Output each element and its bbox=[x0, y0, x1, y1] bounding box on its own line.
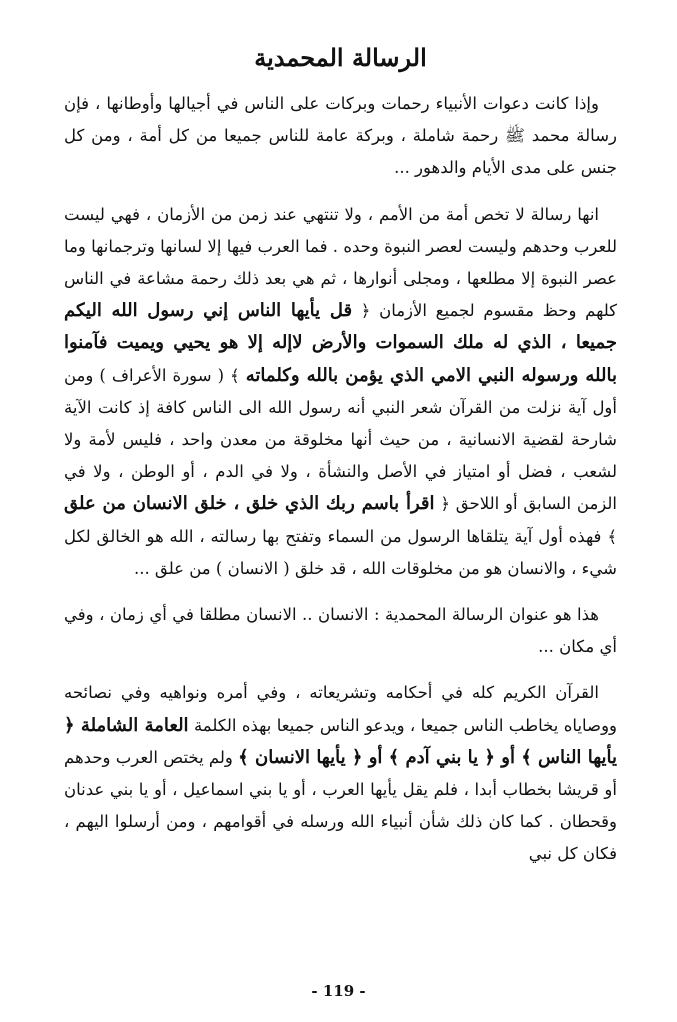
paragraph-3: هذا هو عنوان الرسالة المحمدية : الانسان .. الانسان مطلقا في أي زمان ، وفي أي مكان ... bbox=[64, 605, 617, 657]
paragraph-2-text-3: ﴾ فهذه أول آية يتلقاها الرسول من السماء وتفتح بها رسالته ، الله هو الخالق لكل شيء ، والانسان هو من مخلوقات الله ، قد خلق ( الانسان ) من علق ... bbox=[64, 526, 617, 578]
paragraph-2-text-1: انها رسالة لا تخص أمة من الأمم ، ولا تنتهي عند زمن من الأزمان ، فهي ليست للعرب وحدهم وليست لعصر النبوة وحده . فما العرب فيها إلا لسانها وترجمانها وما عصر النبوة إلا مطلعها ، ومجلى أنوارها ، ثم هي بعد ذلك رحمة مشاعة في الناس كلهم وحظ مقسوم لجميع الأزمان ﴿ bbox=[64, 204, 618, 321]
paragraph-1: وإذا كانت دعوات الأنبياء رحمات وبركات على الناس في أجيالها وأوطانها ، فإن رسالة محمد ﷺ رحمة شاملة ، وبركة عامة للناس جميعا من كل أمة ، ومن كل جنس على مدى الأيام والدهور ... bbox=[64, 94, 617, 178]
paragraph-gap bbox=[64, 585, 617, 599]
page-title: الرسالة المحمدية bbox=[254, 43, 427, 72]
paragraph-4-text-2: ولم يختص العرب وحدهم أو قريشا بخطاب أبدا ، فلم يقل يأيها العرب ، أو يا بني اسماعيل ، أو يا بني عدنان وقحطان . كما كان ذلك شأن أنبياء الله ورسله في أقوامهم ، ومن أرسلوا اليهم ، فكان كل نبي bbox=[64, 747, 617, 864]
page-number: - 119 - bbox=[311, 982, 366, 1000]
paragraph-2 bbox=[64, 199, 617, 585]
quran-verse-1: قل يأيها الناس إني رسول الله اليكم جميعا ، الذي له ملك السموات والأرض لاإله إلا هو يحيي ويميت فآمنوا بالله ورسوله النبي الامي الذي يؤمن بالله وكلماته bbox=[64, 300, 617, 386]
paragraph-2-text-2: ﴾ ( سورة الأعراف ) ومن أول آية نزلت من القرآن شعر النبي أنه رسول الله الى الناس كافة إذ كانت الآية شارحة لقضية الانسانية ، من حيث أنها مخلوقة من معدن واحد ، فليس لأمة ولا لشعب ، فضل أو امتياز في الأصل والنشأة ، ولا في الدم ، أو الوطن ، ولا في الزمن السابق أو اللاحق ﴿ bbox=[64, 365, 618, 514]
paragraph-gap bbox=[64, 663, 617, 677]
paragraph-gap bbox=[64, 185, 617, 199]
quran-address-phrases: العامة الشاملة ﴿ يأيها الناس ﴾ أو ﴿ يا بني آدم ﴾ أو ﴿ يأيها الانسان ﴾ bbox=[64, 714, 617, 768]
quran-verse-2: اقرأ باسم ربك الذي خلق ، خلق الانسان من علق bbox=[64, 493, 435, 515]
paragraph-4-text-1: القرآن الكريم كله في أحكامه وتشريعاته ، وفي أمره ونواهيه وفي نصائحه ووصاياه يخاطب الناس جميعا ، ويدعو الناس جميعا بهذه الكلمة bbox=[64, 683, 618, 735]
page-content bbox=[64, 38, 617, 992]
paragraph-4 bbox=[64, 677, 617, 870]
